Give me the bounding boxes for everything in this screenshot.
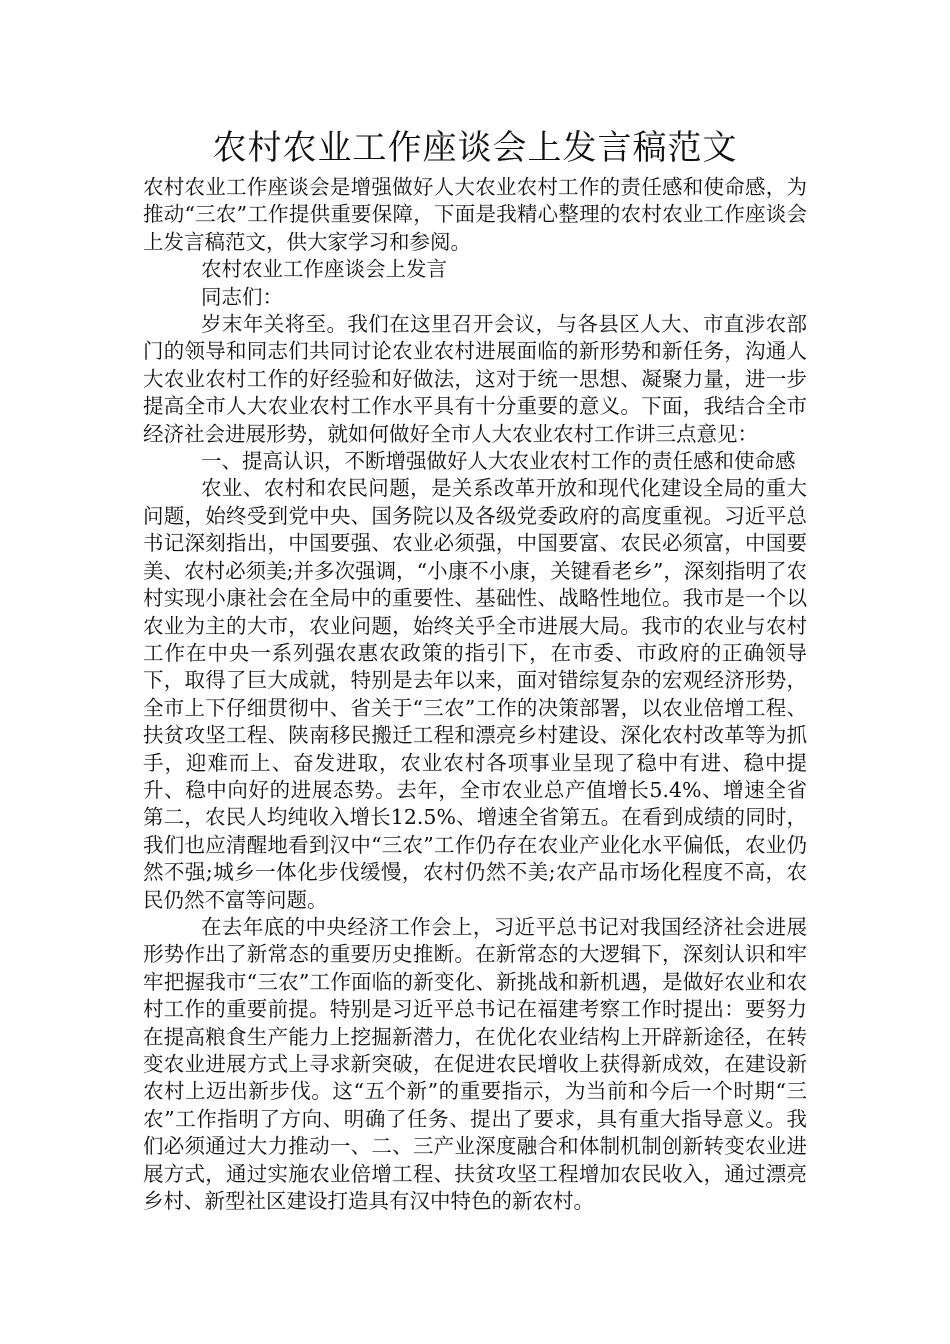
intro-paragraph: 农村农业工作座谈会是增强做好人大农业农村工作的责任感和使命感，为推动“三农”工作提供重要保障，下面是我精心整理的农村农业工作座谈会上发言稿范文，供大家学习和参阅。 (143, 175, 807, 254)
salutation: 同志们： (201, 284, 283, 309)
body-paragraph: 在去年底的中央经济工作会上，习近平总书记对我国经济社会进展形势作出了新常态的重要历史推断。在新常态的大逻辑下，深刻认识和牢牢把握我市“三农”工作面临的新变化、新挑战和新机遇，是做好农业和农村工作的重要前提。特别是习近平总书记在福建考察工作时提出：要努力在提高粮食生产能力上挖掘新潜力，在优化农业结构上开辟新途径，在转变农业进展方式上寻求新突破，在促进农民增收上获得新成效，在建设新农村上迈出新步伐。这“五个新”的重要指示，为当前和今后一个时期“三农”工作指明了方向、明确了任务、提出了要求，具有重大指导意义。我们必须通过大力推动一、二、三产业深度融合和体制机制创新转变农业进展方式，通过实施农业倍增工程、扶贫攻坚工程增加农民收入，通过漂亮乡村、新型社区建设打造具有汉中特色的新农村。 (143, 914, 807, 1214)
speech-heading: 农村农业工作座谈会上发言 (201, 257, 447, 282)
document-title: 农村农业工作座谈会上发言稿范文 (212, 128, 738, 168)
opening-paragraph: 岁末年关将至。我们在这里召开会议，与各县区人大、市直涉农部门的领导和同志们共同讨论农业农村进展面临的新形势和新任务，沟通人大农业农村工作的好经验和好做法，这对于统一思想、凝聚力量，进一步提高全市人大农业农村工作水平具有十分重要的意义。下面，我结合全市经济社会进展形势，就如何做好全市人大农业农村工作讲三点意见： (143, 312, 807, 446)
body-paragraph: 农业、农村和农民问题，是关系改革开放和现代化建设全局的重大问题，始终受到党中央、国务院以及各级党委政府的高度重视。习近平总书记深刻指出，中国要强、农业必须强，中国要富、农民必须富，中国要美、农村必须美;并多次强调，“小康不小康，关键看老乡”，深刻指明了农村实现小康社会在全局中的重要性、基础性、战略性地位。我市是一个以农业为主的大市，农业问题，始终关乎全市进展大局。我市的农业与农村工作在中央一系列强农惠农政策的指引下，在市委、市政府的正确领导下，取得了巨大成就，特别是去年以来，面对错综复杂的宏观经济形势，全市上下仔细贯彻中、省关于“三农”工作的决策部署，以农业倍增工程、扶贫攻坚工程、陕南移民搬迁工程和漂亮乡村建设、深化农村改革等为抓手，迎难而上、奋发进取，农业农村各项事业呈现了稳中有进、稳中提升、稳中向好的进展态势。去年，全市农业总产值增长5.4%、增速全省第二，农民人均纯收入增长12.5%、增速全省第五。在看到成绩的同时，我们也应清醒地看到汉中“三农”工作仍存在农业产业化水平偏低，农业仍然不强;城乡一体化步伐缓慢，农村仍然不美;农产品市场化程度不高，农民仍然不富等问题。 (143, 476, 807, 912)
document-body (143, 122, 807, 1215)
section-heading-1: 一、提高认识，不断增强做好人大农业农村工作的责任感和使命感 (201, 449, 796, 474)
